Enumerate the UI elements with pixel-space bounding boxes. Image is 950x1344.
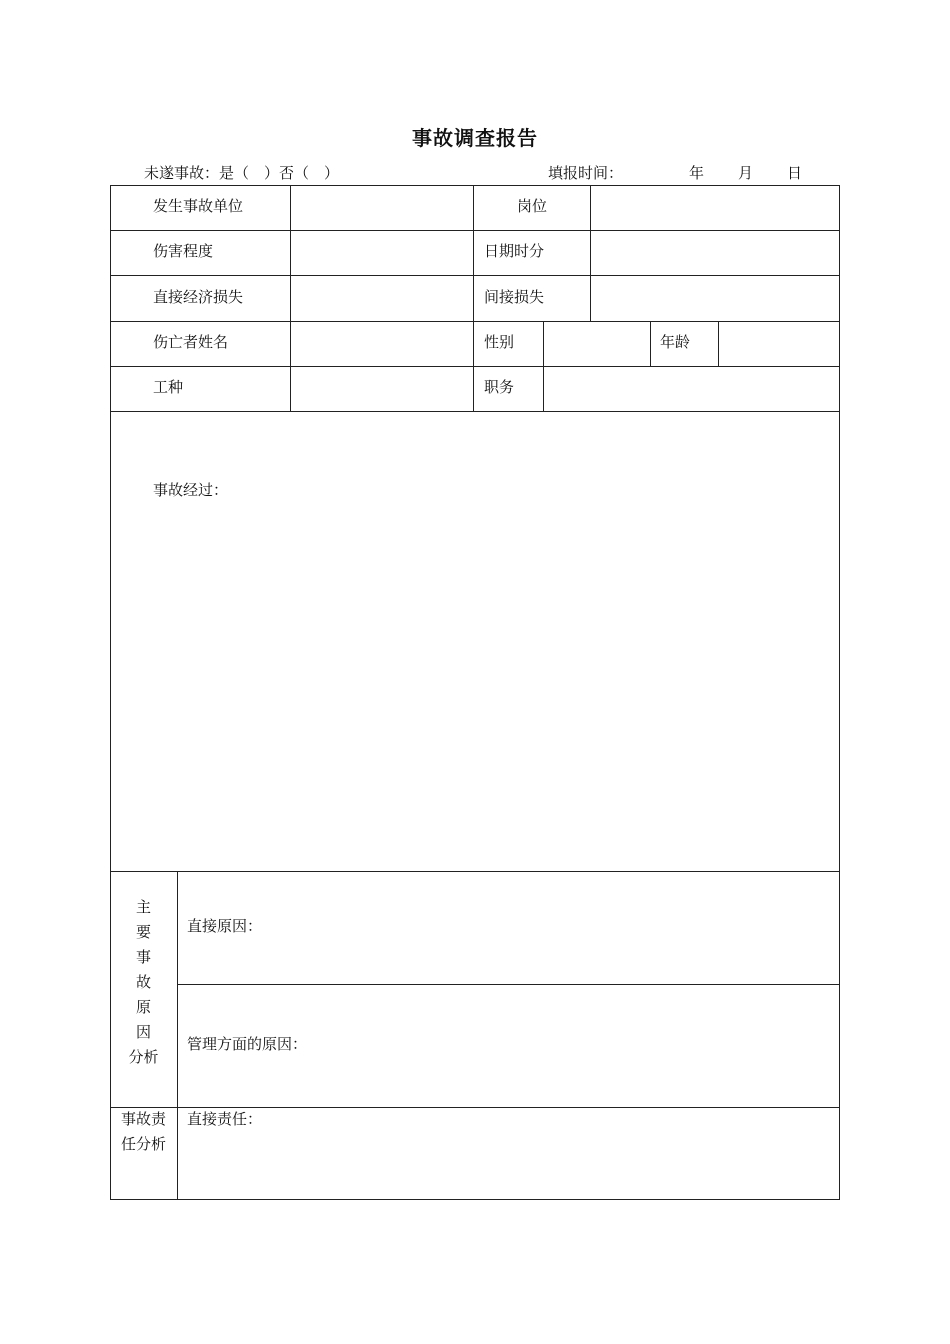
indirect-loss-label: 间接损失 [484, 288, 545, 306]
row-divider [110, 411, 840, 412]
row-divider [110, 230, 840, 231]
cause-char: 主 [135, 898, 151, 916]
column-divider [650, 321, 651, 367]
process-label: 事故经过： [153, 481, 229, 499]
cause-char: 分析 [128, 1048, 159, 1066]
direct-cause-label: 直接原因： [187, 917, 263, 935]
direct-responsibility-label: 直接责任： [187, 1110, 263, 1128]
row-divider [110, 321, 840, 322]
victim-name-label: 伤亡者姓名 [153, 333, 229, 351]
table-border-top [110, 185, 840, 186]
gender-label: 性别 [484, 333, 515, 351]
cause-analysis-label [110, 895, 177, 1070]
column-divider [590, 185, 591, 322]
year-label: 年 [689, 164, 705, 182]
age-label: 年龄 [660, 333, 691, 351]
month-label: 月 [738, 164, 754, 182]
responsibility-text: 事故责 [120, 1110, 166, 1128]
responsibility-analysis-label [110, 1107, 177, 1157]
datetime-label: 日期时分 [484, 242, 545, 260]
column-divider [543, 321, 544, 412]
row-divider [110, 366, 840, 367]
column-divider [177, 871, 178, 1200]
column-divider [473, 185, 474, 412]
day-label: 日 [787, 164, 803, 182]
cause-char: 故 [135, 973, 151, 991]
responsibility-text: 任分析 [120, 1135, 166, 1153]
job-type-label: 工种 [153, 378, 184, 396]
injury-degree-label: 伤害程度 [153, 242, 214, 260]
column-divider [290, 185, 291, 412]
attempted-accident-field[interactable]: 未遂事故：是（ ）否（ ） [144, 164, 340, 182]
management-cause-label: 管理方面的原因： [187, 1035, 308, 1053]
column-divider [718, 321, 719, 367]
row-divider [177, 984, 840, 985]
unit-label: 发生事故单位 [153, 197, 244, 215]
table-border-bottom [110, 1199, 840, 1200]
cause-char: 因 [135, 1023, 151, 1041]
row-divider [110, 871, 840, 872]
cause-char: 原 [135, 998, 151, 1016]
post-label: 岗位 [517, 197, 548, 215]
page-title: 事故调查报告 [412, 126, 538, 150]
cause-char: 要 [135, 923, 151, 941]
cause-char: 事 [135, 948, 151, 966]
row-divider [110, 275, 840, 276]
position-label: 职务 [484, 378, 515, 396]
direct-loss-label: 直接经济损失 [153, 288, 244, 306]
fill-time-label: 填报时间： [548, 164, 624, 182]
table-border-right [839, 185, 840, 1200]
